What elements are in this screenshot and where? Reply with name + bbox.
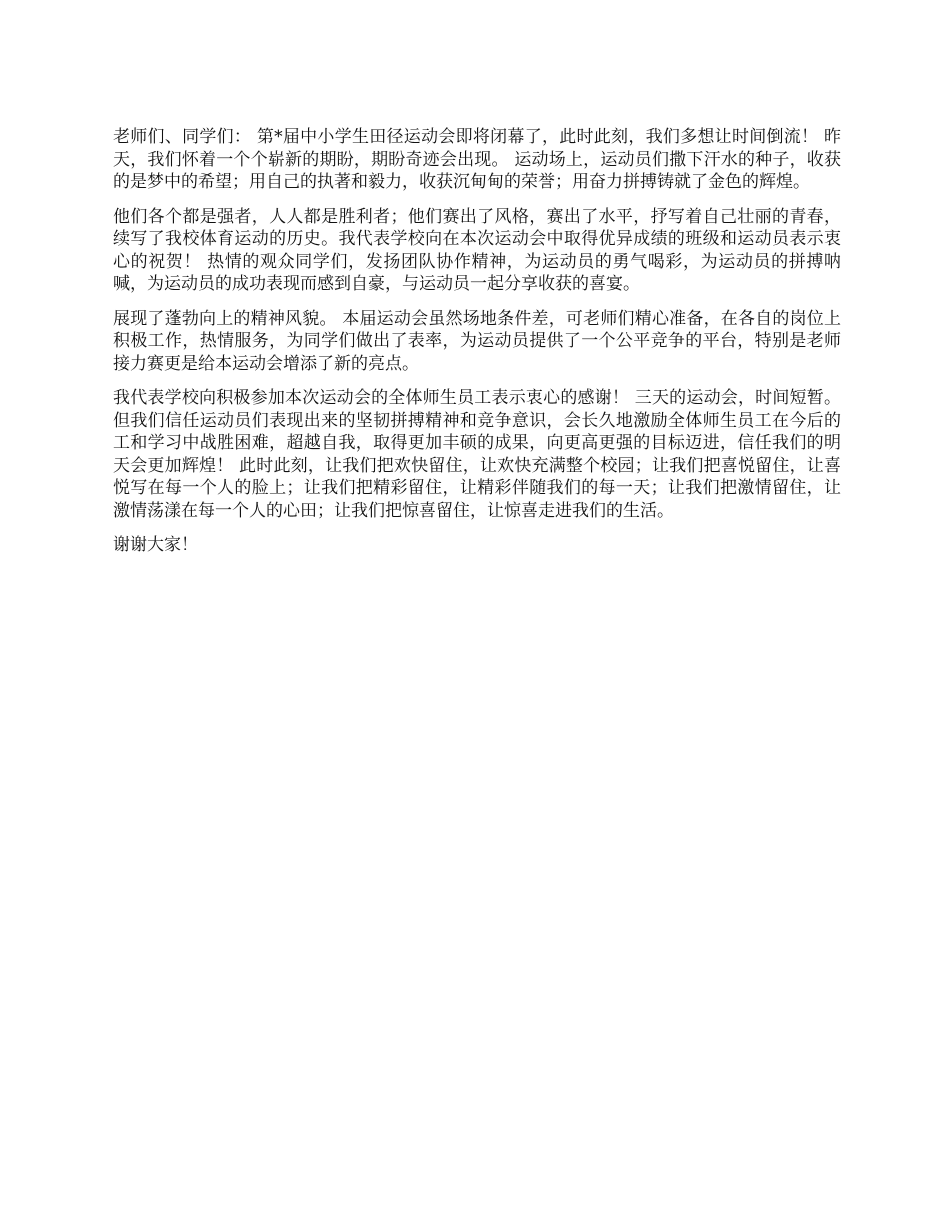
document-body [113, 126, 841, 557]
paragraph-thanks: 我代表学校向积极参加本次运动会的全体师生员工表示衷心的感谢！ 三天的运动会，时间短暂。但我们信任运动员们表现出来的坚韧拼搏精神和竞争意识，会长久地激励全体师生员工在今后的工和学习中战胜困难，超越自我，取得更加丰硕的成果，向更高更强的目标迈进，信任我们的明天会更加辉煌！ 此时此刻，让我们把欢快留住，让欢快充满整个校园；让我们把喜悦留住，让喜悦写在每一个人的脸上；让我们把精彩留住，让精彩伴随我们的每一天；让我们把激情留住，让激情荡漾在每一个人的心田；让我们把惊喜留住，让惊喜走进我们的生活。 [113, 388, 841, 521]
paragraph-teachers: 展现了蓬勃向上的精神风貌。 本届运动会虽然场地条件差，可老师们精心准备，在各自的岗位上积极工作，热情服务，为同学们做出了表率，为运动员提供了一个公平竞争的平台，特别是老师接力赛更是给本运动会增添了新的亮点。 [113, 308, 841, 374]
paragraph-congratulations: 他们各个都是强者，人人都是胜利者；他们赛出了风格，赛出了水平，抒写着自己壮丽的青春，续写了我校体育运动的历史。我代表学校向在本次运动会中取得优异成绩的班级和运动员表示衷心的祝贺！ 热情的观众同学们，发扬团队协作精神，为运动员的勇气喝彩，为运动员的拼搏呐喊，为运动员的成功表现而感到自豪，与运动员一起分享收获的喜宴。 [113, 206, 841, 294]
paragraph-opening: 老师们、同学们： 第*届中小学生田径运动会即将闭幕了，此时此刻，我们多想让时间倒流！ 昨天，我们怀着一个个崭新的期盼，期盼奇迹会出现。 运动场上，运动员们撒下汗水的种子，收获的是梦中的希望；用自己的执著和毅力，收获沉甸甸的荣誉；用奋力拼搏铸就了金色的辉煌。 [113, 127, 841, 192]
paragraph-closing: 谢谢大家！ [113, 535, 198, 555]
